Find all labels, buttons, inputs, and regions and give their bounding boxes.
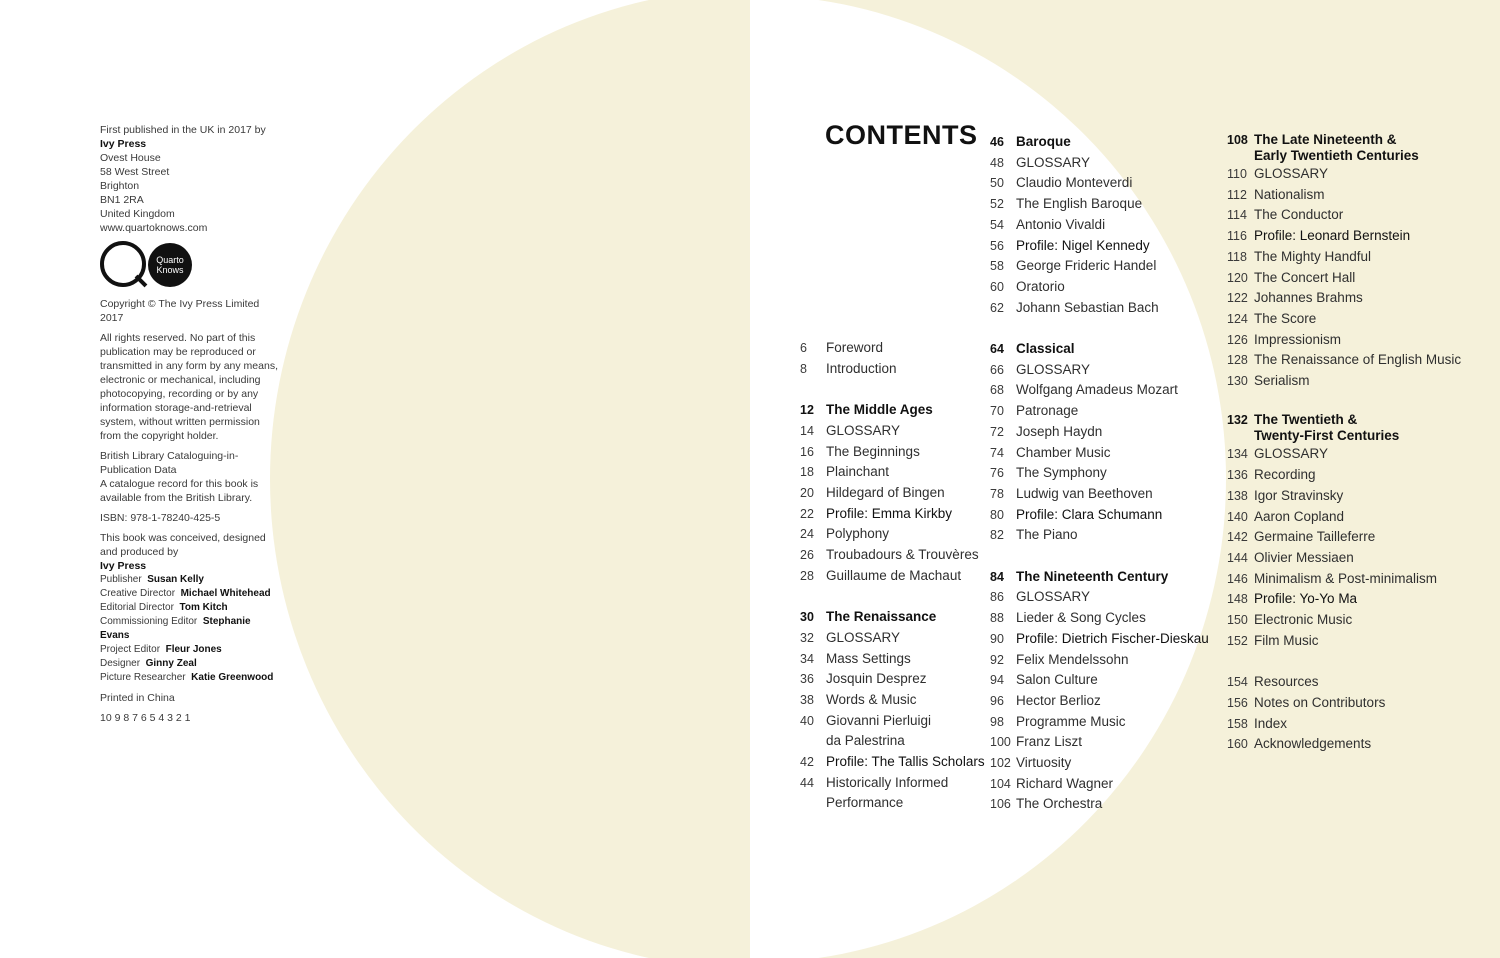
toc-label: Aaron Copland — [1254, 508, 1345, 524]
toc-page-number: 80 — [990, 507, 1004, 522]
toc-label: Acknowledgements — [1254, 736, 1372, 752]
toc-page-number — [800, 793, 826, 814]
toc-page-number: 126 — [1227, 332, 1248, 347]
toc-page-number: 102 — [990, 756, 1011, 771]
toc-entry[interactable] — [1227, 185, 1461, 206]
publisher-address — [100, 151, 280, 235]
toc-label: The Piano — [1016, 527, 1078, 543]
toc-page-number: 118 — [1227, 249, 1247, 264]
toc-label: The Mighty Handful — [1254, 248, 1372, 264]
toc-label: GLOSSARY — [1016, 154, 1091, 170]
toc-entry[interactable] — [1227, 226, 1461, 247]
toc-entry[interactable] — [990, 380, 1209, 401]
toc-page-number: 34 — [800, 651, 814, 666]
toc-label: GLOSSARY — [1254, 446, 1329, 462]
q-logo-icon — [100, 241, 146, 287]
credit-role: Designer — [100, 658, 141, 669]
toc-page-number: 136 — [1227, 468, 1248, 483]
toc-page-number — [1227, 148, 1254, 164]
toc-entry[interactable] — [1227, 569, 1461, 590]
credit-name: Stephanie Evans — [100, 616, 251, 641]
toc-entry[interactable] — [1227, 268, 1461, 289]
toc-label: The Concert Hall — [1254, 269, 1356, 285]
toc-label: Oratorio — [1016, 278, 1065, 294]
toc-label: Profile: Leonard Bernstein — [1254, 228, 1411, 244]
toc-entry[interactable] — [990, 215, 1209, 236]
rights-statement: All rights reserved. No part of this publication may be reproduced or transmitted in any form by any means, electronic or mechanical, including photocopying, recording or by any information storage-and-retrieval system, without written permission from the copyright holder. — [100, 332, 278, 442]
toc-label: Wolfgang Amadeus Mozart — [1016, 382, 1178, 398]
toc-entry[interactable] — [990, 525, 1209, 546]
toc-entry[interactable] — [800, 649, 985, 670]
toc-page-number: 16 — [800, 444, 814, 459]
toc-label: Giovanni Pierluigi — [826, 712, 932, 728]
toc-label: Historically Informed — [826, 774, 949, 790]
logo-text: Knows — [156, 265, 184, 275]
toc-label: Franz Liszt — [1016, 734, 1083, 750]
toc-entry[interactable] — [1227, 288, 1461, 309]
toc-page-number: 12 — [800, 403, 814, 418]
toc-entry[interactable] — [800, 773, 985, 794]
toc-page-number: 122 — [1227, 291, 1248, 306]
toc-page-number: 106 — [990, 797, 1011, 812]
toc-entry[interactable] — [1227, 610, 1461, 631]
toc-page-number: 144 — [1227, 550, 1248, 565]
toc-entry[interactable] — [1227, 527, 1461, 548]
toc-page-number: 52 — [990, 197, 1004, 212]
credit-name: Ginny Zeal — [145, 658, 197, 669]
toc-page-number: 58 — [990, 259, 1004, 274]
toc-label: Impressionism — [1254, 331, 1342, 347]
toc-column-3 — [1227, 132, 1461, 755]
cip-line: British Library Cataloguing-in-Publication Data — [100, 450, 239, 476]
toc-entry[interactable] — [1227, 465, 1461, 486]
toc-entry[interactable] — [1227, 693, 1461, 714]
toc-page-number: 98 — [990, 714, 1004, 729]
toc-page-number: 66 — [990, 362, 1004, 377]
toc-page-number: 40 — [800, 713, 814, 728]
toc-label: Claudio Monteverdi — [1016, 175, 1133, 191]
credit-name: Michael Whitehead — [180, 588, 271, 599]
toc-label: Twenty-First Centuries — [1254, 428, 1400, 444]
toc-page-number: 128 — [1227, 353, 1248, 368]
toc-label: Guillaume de Machaut — [826, 567, 962, 583]
toc-page-number: 20 — [800, 485, 814, 500]
toc-label: Classical — [1016, 341, 1075, 357]
toc-entry[interactable] — [1227, 486, 1461, 507]
toc-page-number: 62 — [990, 300, 1004, 315]
toc-label: Plainchant — [826, 464, 890, 480]
toc-label: Resources — [1254, 674, 1319, 690]
toc-label: Serialism — [1254, 373, 1310, 389]
toc-entry[interactable] — [800, 462, 985, 483]
toc-entry[interactable] — [990, 173, 1209, 194]
credit-line — [100, 615, 280, 643]
toc-column-1 — [800, 338, 985, 814]
toc-entry[interactable] — [800, 524, 985, 545]
toc-entry[interactable] — [800, 338, 985, 359]
toc-page-number: 84 — [990, 569, 1004, 584]
toc-entry[interactable] — [1227, 444, 1461, 465]
address-line: Brighton — [100, 180, 140, 192]
toc-page-number: 158 — [1227, 716, 1248, 731]
toc-page-number: 28 — [800, 568, 814, 583]
toc-label: Chamber Music — [1016, 444, 1111, 460]
toc-label: GLOSSARY — [826, 422, 901, 438]
toc-label: Felix Mendelssohn — [1016, 651, 1129, 667]
toc-label: Profile: Emma Kirkby — [826, 505, 953, 521]
toc-page-number — [1227, 428, 1254, 444]
toc-label: GLOSSARY — [1016, 589, 1091, 605]
toc-label: The Beginnings — [826, 443, 920, 459]
toc-page-number: 96 — [990, 693, 1004, 708]
toc-entry[interactable] — [800, 504, 985, 525]
contents-title: CONTENTS — [825, 120, 978, 150]
credit-line — [100, 643, 280, 657]
toc-page-number: 48 — [990, 155, 1004, 170]
toc-page-number: 124 — [1227, 311, 1248, 326]
toc-page-number: 74 — [990, 445, 1004, 460]
toc-label: Recording — [1254, 467, 1316, 483]
toc-page-number: 70 — [990, 404, 1004, 419]
credit-role: Publisher — [100, 574, 142, 585]
toc-page-number: 44 — [800, 775, 814, 790]
toc-label: Performance — [826, 795, 904, 811]
toc-entry[interactable] — [990, 670, 1209, 691]
toc-label: Patronage — [1016, 403, 1079, 419]
credit-name: Tom Kitch — [179, 602, 228, 613]
toc-label: The Renaissance — [826, 609, 937, 625]
toc-page-number: 110 — [1227, 167, 1247, 181]
toc-label: George Frideric Handel — [1016, 258, 1157, 274]
printed-in: Printed in China — [100, 692, 175, 704]
toc-entry[interactable] — [990, 774, 1209, 795]
toc-label: Programme Music — [1016, 713, 1126, 729]
toc-label: GLOSSARY — [1254, 166, 1329, 181]
toc-entry[interactable] — [1227, 714, 1461, 735]
toc-page-number: 82 — [990, 528, 1004, 543]
credit-role: Project Editor — [100, 644, 161, 655]
toc-page-number: 30 — [800, 610, 814, 625]
credit-name: Katie Greenwood — [191, 672, 274, 683]
toc-page-number: 56 — [990, 238, 1004, 253]
toc-entry[interactable] — [990, 463, 1209, 484]
toc-section-heading[interactable] — [990, 567, 1209, 588]
toc-label: Salon Culture — [1016, 672, 1098, 688]
isbn: ISBN: 978-1-78240-425-5 — [100, 512, 221, 524]
toc-entry[interactable] — [990, 691, 1209, 712]
toc-page-number: 60 — [990, 279, 1004, 294]
toc-label: Words & Music — [826, 691, 917, 707]
toc-entry[interactable] — [1227, 631, 1461, 652]
conceived-line: This book was conceived, designed and produced by — [100, 532, 266, 558]
toc-label: The Late Nineteenth & — [1254, 132, 1397, 147]
toc-page-number: 68 — [990, 383, 1004, 398]
toc-label: The Symphony — [1016, 465, 1107, 481]
toc-page-number: 152 — [1227, 633, 1248, 648]
imprint-block — [100, 123, 280, 725]
toc-page-number: 134 — [1227, 447, 1248, 462]
toc-label: Minimalism & Post-minimalism — [1254, 570, 1438, 586]
toc-label: GLOSSARY — [1016, 361, 1091, 377]
toc-section-heading[interactable] — [1227, 132, 1461, 148]
toc-entry[interactable] — [1227, 672, 1461, 693]
toc-label: Nationalism — [1254, 186, 1325, 202]
toc-entry[interactable] — [990, 732, 1209, 753]
toc-entry[interactable] — [800, 752, 985, 773]
toc-page-number: 112 — [1227, 187, 1247, 202]
toc-label: The Twentieth & — [1254, 412, 1358, 428]
credit-line — [100, 657, 280, 671]
toc-page-number: 64 — [990, 342, 1004, 357]
credit-name: Susan Kelly — [147, 574, 204, 585]
toc-page-number: 72 — [990, 424, 1004, 439]
logo-text: Quarto — [156, 255, 184, 265]
address-line: 58 West Street — [100, 166, 170, 178]
credit-role: Picture Researcher — [100, 672, 186, 683]
print-line: 10 9 8 7 6 5 4 3 2 1 — [100, 712, 191, 724]
toc-label: Lieder & Song Cycles — [1016, 610, 1146, 626]
toc-page-number: 100 — [990, 735, 1011, 750]
toc-entry[interactable] — [990, 608, 1209, 629]
toc-label: GLOSSARY — [826, 629, 901, 645]
toc-section-heading[interactable] — [1227, 428, 1461, 444]
toc-entry[interactable] — [800, 442, 985, 463]
toc-page-number: 94 — [990, 673, 1004, 688]
toc-spacer — [800, 379, 985, 400]
credit-line — [100, 671, 280, 685]
toc-entry[interactable] — [1227, 350, 1461, 371]
toc-page-number: 86 — [990, 590, 1004, 605]
toc-section-heading[interactable] — [1227, 412, 1461, 428]
toc-label: Olivier Messiaen — [1254, 549, 1354, 565]
toc-page-number: 14 — [800, 423, 814, 438]
toc-page-number: 132 — [1227, 413, 1248, 428]
address-line: www.quartoknows.com — [100, 222, 208, 234]
toc-label: Johannes Brahms — [1254, 290, 1363, 306]
toc-page-number: 24 — [800, 527, 814, 542]
toc-page-number: 92 — [990, 652, 1004, 667]
toc-label: Igor Stravinsky — [1254, 487, 1344, 503]
toc-label: The Renaissance of English Music — [1254, 352, 1462, 368]
toc-column-2 — [990, 132, 1209, 815]
toc-label: The English Baroque — [1016, 196, 1143, 212]
toc-entry[interactable] — [1227, 371, 1461, 392]
toc-entry[interactable] — [990, 277, 1209, 298]
toc-spacer — [1227, 392, 1461, 413]
toc-page-number: 22 — [800, 506, 814, 521]
toc-label: Polyphony — [826, 526, 890, 542]
toc-page-number: 160 — [1227, 737, 1248, 752]
toc-label: The Nineteenth Century — [1016, 568, 1169, 584]
credit-line — [100, 601, 280, 615]
toc-page-number: 138 — [1227, 488, 1248, 503]
toc-label: Johann Sebastian Bach — [1016, 299, 1159, 315]
toc-entry[interactable] — [1227, 330, 1461, 351]
toc-label: The Conductor — [1254, 207, 1344, 223]
toc-spacer — [990, 546, 1209, 567]
toc-page-number: 42 — [800, 755, 814, 770]
toc-label: Richard Wagner — [1016, 775, 1114, 791]
toc-entry[interactable] — [800, 731, 985, 752]
toc-entry[interactable] — [990, 484, 1209, 505]
toc-section-heading[interactable] — [990, 339, 1209, 360]
toc-entry[interactable] — [1227, 734, 1461, 755]
toc-entry[interactable] — [800, 793, 985, 814]
toc-label: Foreword — [826, 340, 884, 355]
toc-page-number: 88 — [990, 611, 1004, 626]
toc-label: The Score — [1254, 310, 1317, 326]
toc-label: Hildegard of Bingen — [826, 484, 945, 500]
toc-entry[interactable] — [1227, 507, 1461, 528]
toc-label: Profile: The Tallis Scholars — [826, 754, 985, 770]
toc-page-number: 104 — [990, 776, 1011, 791]
quarto-knows-logo — [100, 241, 280, 289]
toc-label: Ludwig van Beethoven — [1016, 485, 1153, 501]
toc-entry[interactable] — [1227, 589, 1461, 610]
toc-page-number: 6 — [800, 341, 807, 355]
toc-label: Josquin Desprez — [826, 671, 927, 687]
toc-page-number: 46 — [990, 135, 1004, 149]
toc-page-number — [800, 731, 826, 752]
toc-spacer — [990, 318, 1209, 339]
toc-entry[interactable] — [1227, 164, 1461, 185]
toc-page-number: 78 — [990, 486, 1004, 501]
toc-entry[interactable] — [990, 794, 1209, 815]
toc-entry[interactable] — [990, 298, 1209, 319]
toc-label: Profile: Yo-Yo Ma — [1254, 591, 1358, 607]
producer-name: Ivy Press — [100, 560, 147, 572]
publisher-name: Ivy Press — [100, 138, 147, 150]
credit-name: Fleur Jones — [165, 644, 222, 655]
toc-page-number: 142 — [1227, 530, 1248, 545]
toc-page-number: 90 — [990, 631, 1004, 646]
credit-role: Creative Director — [100, 588, 176, 599]
cip-record: A catalogue record for this book is available from the British Library. — [100, 478, 259, 504]
toc-label: The Middle Ages — [826, 402, 933, 418]
toc-entry[interactable] — [1227, 309, 1461, 330]
toc-section-heading[interactable] — [800, 607, 985, 628]
toc-entry[interactable] — [1227, 247, 1461, 268]
address-line: BN1 2RA — [100, 194, 144, 206]
toc-page-number: 50 — [990, 176, 1004, 191]
toc-page-number: 26 — [800, 548, 814, 563]
toc-page-number: 32 — [800, 630, 814, 645]
toc-entry[interactable] — [990, 505, 1209, 526]
toc-entry[interactable] — [990, 443, 1209, 464]
toc-label: Antonio Vivaldi — [1016, 216, 1106, 232]
toc-entry[interactable] — [1227, 548, 1461, 569]
toc-page-number: 120 — [1227, 270, 1248, 285]
toc-entry[interactable] — [800, 711, 985, 732]
credits-list — [100, 573, 280, 685]
toc-label: Film Music — [1254, 632, 1319, 648]
toc-page-number: 154 — [1227, 675, 1248, 690]
toc-entry[interactable] — [990, 236, 1209, 257]
credit-role: Editorial Director — [100, 602, 174, 613]
toc-entry[interactable] — [990, 650, 1209, 671]
toc-label: Profile: Clara Schumann — [1016, 506, 1163, 522]
credit-line — [100, 587, 280, 601]
toc-page-number: 108 — [1227, 133, 1248, 147]
toc-entry[interactable] — [990, 153, 1209, 174]
toc-entry[interactable] — [990, 712, 1209, 733]
toc-spacer — [1227, 651, 1461, 672]
quarto-knows-badge — [148, 243, 192, 287]
toc-entry[interactable] — [800, 669, 985, 690]
toc-label: Virtuosity — [1016, 755, 1072, 771]
toc-page-number: 156 — [1227, 695, 1248, 710]
toc-section-heading[interactable] — [800, 400, 985, 421]
toc-page-number: 150 — [1227, 613, 1248, 628]
toc-page-number: 54 — [990, 217, 1004, 232]
toc-entry[interactable] — [800, 690, 985, 711]
toc-entry[interactable] — [990, 753, 1209, 774]
toc-spacer — [800, 586, 985, 607]
toc-label: Profile: Nigel Kennedy — [1016, 237, 1150, 253]
toc-page-number: 38 — [800, 692, 814, 707]
toc-page-number: 146 — [1227, 571, 1248, 586]
toc-label: Profile: Dietrich Fischer-Dieskau — [1016, 630, 1209, 646]
toc-entry[interactable] — [800, 566, 985, 587]
credit-line — [100, 573, 280, 587]
credit-role: Commissioning Editor — [100, 616, 198, 627]
toc-page-number: 130 — [1227, 374, 1248, 389]
toc-entry[interactable] — [800, 483, 985, 504]
toc-entry[interactable] — [990, 194, 1209, 215]
toc-entry[interactable] — [1227, 205, 1461, 226]
toc-entry[interactable] — [990, 587, 1209, 608]
toc-page-number: 76 — [990, 466, 1004, 481]
toc-label: da Palestrina — [826, 733, 905, 749]
toc-page-number: 148 — [1227, 592, 1248, 607]
toc-entry[interactable] — [990, 360, 1209, 381]
toc-entry[interactable] — [990, 629, 1209, 650]
toc-label: Hector Berlioz — [1016, 692, 1101, 708]
toc-label: The Orchestra — [1016, 796, 1103, 812]
toc-label: Joseph Haydn — [1016, 423, 1103, 439]
toc-section-heading[interactable] — [1227, 148, 1461, 164]
toc-entry[interactable] — [800, 628, 985, 649]
toc-label: Baroque — [1016, 134, 1071, 149]
toc-page-number: 116 — [1227, 229, 1247, 244]
toc-label: Germaine Tailleferre — [1254, 529, 1376, 545]
toc-label: Troubadours & Trouvères — [826, 547, 979, 563]
toc-entry[interactable] — [990, 422, 1209, 443]
toc-label: Electronic Music — [1254, 612, 1353, 628]
address-line: Ovest House — [100, 152, 161, 164]
address-line: United Kingdom — [100, 208, 175, 220]
published-line: First published in the UK in 2017 by — [100, 124, 266, 136]
toc-entry[interactable] — [800, 359, 985, 380]
toc-entry[interactable] — [990, 401, 1209, 422]
toc-label: Mass Settings — [826, 650, 911, 666]
toc-label: Introduction — [826, 360, 897, 376]
toc-entry[interactable] — [800, 421, 985, 442]
toc-page-number: 36 — [800, 672, 814, 687]
toc-entry[interactable] — [990, 256, 1209, 277]
copyright-line: Copyright © The Ivy Press Limited 2017 — [100, 298, 260, 324]
toc-section-heading[interactable] — [990, 132, 1209, 153]
toc-page-number: 114 — [1227, 208, 1247, 223]
toc-page-number: 8 — [800, 361, 807, 376]
toc-label: Early Twentieth Centuries — [1254, 148, 1419, 163]
toc-page-number: 18 — [800, 465, 814, 480]
toc-entry[interactable] — [800, 545, 985, 566]
toc-label: Index — [1254, 715, 1288, 731]
toc-page-number: 140 — [1227, 509, 1248, 524]
toc-label: Notes on Contributors — [1254, 694, 1386, 710]
